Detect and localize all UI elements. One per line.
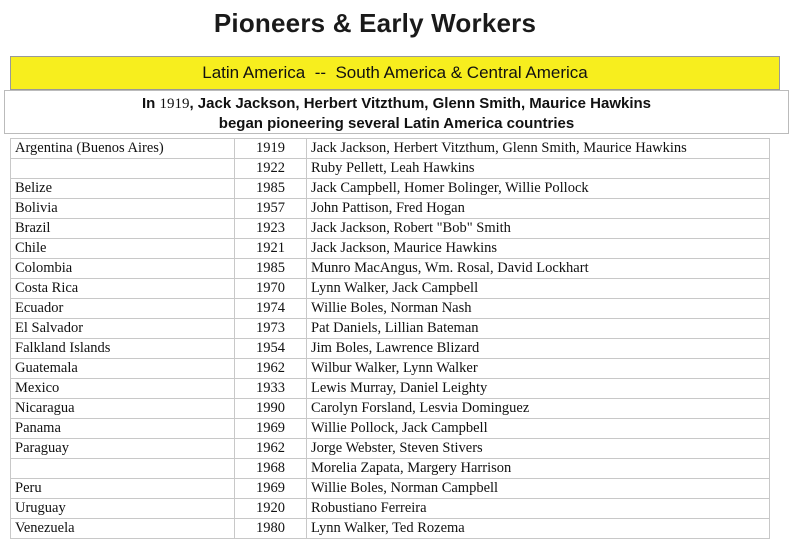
- names-cell: Wilbur Walker, Lynn Walker: [307, 359, 770, 379]
- region-banner: Latin America -- South America & Central America: [10, 56, 780, 90]
- table-row: [11, 279, 770, 299]
- names-cell: Carolyn Forsland, Lesvia Dominguez: [307, 399, 770, 419]
- year-cell: 1920: [235, 499, 307, 519]
- names-cell: Jack Campbell, Homer Bolinger, Willie Pollock: [307, 179, 770, 199]
- names-cell: Jack Jackson, Robert "Bob" Smith: [307, 219, 770, 239]
- table-row: [11, 259, 770, 279]
- table-row: [11, 459, 770, 479]
- country-cell: Uruguay: [11, 499, 235, 519]
- names-cell: Ruby Pellett, Leah Hawkins: [307, 159, 770, 179]
- table-row: [11, 379, 770, 399]
- table-row: [11, 299, 770, 319]
- table-row: [11, 399, 770, 419]
- year-cell: 1957: [235, 199, 307, 219]
- table-row: [11, 499, 770, 519]
- country-cell: Peru: [11, 479, 235, 499]
- names-cell: Pat Daniels, Lillian Bateman: [307, 319, 770, 339]
- table-row: [11, 479, 770, 499]
- table-row: [11, 339, 770, 359]
- year-cell: 1919: [235, 139, 307, 159]
- names-cell: Jim Boles, Lawrence Blizard: [307, 339, 770, 359]
- year-cell: 1962: [235, 359, 307, 379]
- year-cell: 1980: [235, 519, 307, 539]
- intro-line-2: began pioneering several Latin America countries: [218, 115, 575, 132]
- year-cell: 1973: [235, 319, 307, 339]
- year-cell: 1968: [235, 459, 307, 479]
- year-cell: 1990: [235, 399, 307, 419]
- country-cell: Falkland Islands: [11, 339, 235, 359]
- country-cell: Ecuador: [11, 299, 235, 319]
- table-row: [11, 219, 770, 239]
- country-cell: [11, 159, 235, 179]
- table-row: [11, 439, 770, 459]
- table-row: [11, 239, 770, 259]
- year-cell: 1954: [235, 339, 307, 359]
- country-cell: Bolivia: [11, 199, 235, 219]
- intro-box: [4, 90, 789, 134]
- year-cell: 1969: [235, 479, 307, 499]
- table-row: [11, 199, 770, 219]
- year-cell: 1921: [235, 239, 307, 259]
- year-cell: 1974: [235, 299, 307, 319]
- table-row: [11, 519, 770, 539]
- names-cell: Willie Boles, Norman Nash: [307, 299, 770, 319]
- table-row: [11, 419, 770, 439]
- names-cell: Robustiano Ferreira: [307, 499, 770, 519]
- names-cell: Lynn Walker, Ted Rozema: [307, 519, 770, 539]
- names-cell: Munro MacAngus, Wm. Rosal, David Lockhart: [307, 259, 770, 279]
- names-cell: Jack Jackson, Maurice Hawkins: [307, 239, 770, 259]
- table-row: [11, 159, 770, 179]
- names-cell: Jack Jackson, Herbert Vitzthum, Glenn Smith, Maurice Hawkins: [307, 139, 770, 159]
- names-cell: Lynn Walker, Jack Campbell: [307, 279, 770, 299]
- country-cell: Chile: [11, 239, 235, 259]
- page-title: Pioneers & Early Workers: [213, 8, 537, 38]
- table-row: [11, 139, 770, 159]
- pioneers-table: [10, 138, 770, 539]
- country-cell: Costa Rica: [11, 279, 235, 299]
- country-cell: Venezuela: [11, 519, 235, 539]
- intro-prefix: In: [141, 95, 160, 112]
- names-cell: Willie Pollock, Jack Campbell: [307, 419, 770, 439]
- table-row: [11, 179, 770, 199]
- table-row: [11, 319, 770, 339]
- year-cell: 1933: [235, 379, 307, 399]
- country-cell: Belize: [11, 179, 235, 199]
- country-cell: Nicaragua: [11, 399, 235, 419]
- names-cell: Jorge Webster, Steven Stivers: [307, 439, 770, 459]
- names-cell: John Pattison, Fred Hogan: [307, 199, 770, 219]
- intro-year: 1919: [159, 96, 190, 112]
- intro-line-1: [5, 94, 788, 114]
- names-cell: Lewis Murray, Daniel Leighty: [307, 379, 770, 399]
- country-cell: [11, 459, 235, 479]
- year-cell: 1962: [235, 439, 307, 459]
- names-cell: Morelia Zapata, Margery Harrison: [307, 459, 770, 479]
- year-cell: 1969: [235, 419, 307, 439]
- year-cell: 1985: [235, 259, 307, 279]
- country-cell: Paraguay: [11, 439, 235, 459]
- year-cell: 1985: [235, 179, 307, 199]
- country-cell: Mexico: [11, 379, 235, 399]
- year-cell: 1922: [235, 159, 307, 179]
- country-cell: Brazil: [11, 219, 235, 239]
- country-cell: Panama: [11, 419, 235, 439]
- country-cell: Guatemala: [11, 359, 235, 379]
- intro-names: , Jack Jackson, Herbert Vitzthum, Glenn Smith, Maurice Hawkins: [189, 95, 652, 112]
- country-cell: Colombia: [11, 259, 235, 279]
- country-cell: El Salvador: [11, 319, 235, 339]
- table-row: [11, 359, 770, 379]
- names-cell: Willie Boles, Norman Campbell: [307, 479, 770, 499]
- country-cell: Argentina (Buenos Aires): [11, 139, 235, 159]
- year-cell: 1970: [235, 279, 307, 299]
- year-cell: 1923: [235, 219, 307, 239]
